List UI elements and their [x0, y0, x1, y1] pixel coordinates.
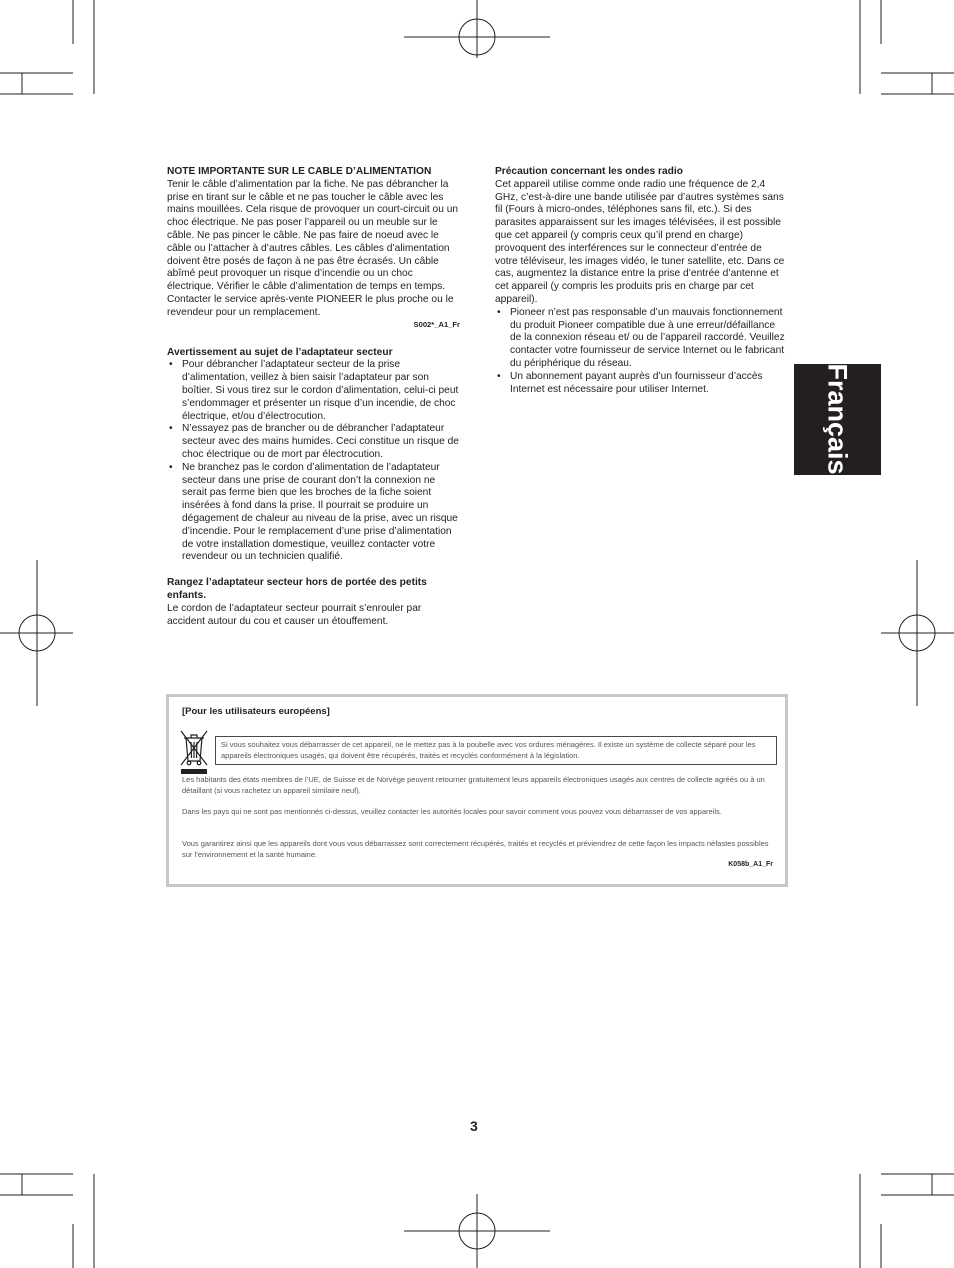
radio-heading: Précaution concernant les ondes radio: [495, 166, 683, 177]
language-tab-label: Français: [822, 363, 853, 475]
right-column: [495, 166, 787, 396]
children-body: Le cordon de l’adaptateur secteur pourrait s’enrouler par accident autour du cou et causer un étouffement.: [167, 602, 422, 627]
disposal-notice: Si vous souhaitez vous débarrasser de cet appareil, ne le mettez pas à la poubelle avec vos ordures ménagères. Il existe un système de collecte séparé pour les appareils électroniques usagés, qui doivent être récupérés, traités et recyclés conformément à la législation.: [215, 736, 777, 765]
radio-body: Cet appareil utilise comme onde radio une fréquence de 2,4 GHz, c’est-à-dire une bande utilisée par d’autres systèmes sans fil (Fours à micro-ondes, téléphones sans fil, etc.). Si des parasites apparaissent sur les images télévisées, il est possible que cet appareil (y compris ceux qu’il prend en charge) provoquent des interférences sur le connecteur d’entrée de votre téléviseur, les images vidéo, le tuner satellite, etc. Dans ce cas, augmentez la distance entre la prise d’entrée d’antenne et cet appareil (y compris les produits pris en charge par cet appareil).: [495, 178, 785, 305]
cable-body: Tenir le câble d’alimentation par la fiche. Ne pas débrancher la prise en tirant sur le câble et ne pas toucher le câble avec les mains mouillées. Cela risque de provoquer un court-circuit ou un choc électrique. Ne pas poser l’appareil ou un meuble sur le câble. Ne pas pincer le câble. Ne pas faire de noeud avec le câble ou l’attacher à d’autres câbles. Les câbles d’alimentation doivent être posés de façon à ne pas être écrasés. Un câble abîmé peut provoquer un risque d’incendie ou un choc électrique. Vérifier le câble d’alimentation de temps en temps. Contacter le service après-vente PIONEER le plus proche ou le revendeur pour un remplacement.: [167, 178, 459, 318]
list-item: • Un abonnement payant auprès d’un fournisseur d’accès Internet est nécessaire pour utiliser Internet.: [495, 371, 787, 397]
children-section: [167, 577, 460, 628]
list-item: • Pioneer n’est pas responsable d’un mauvais fonctionnement du produit Pioneer compatible due à une erreur/défaillance de la connexion réseau et/ ou de l’appareil raccordé. Veuillez contacter votre fournisseur de service Internet ou le fabricant du périphérique du réseau.: [495, 307, 787, 371]
european-users-box: [166, 694, 788, 887]
european-paragraph: Dans les pays qui ne sont pas mentionnés ci-dessus, veuillez contacter les autorités locales pour savoir comment vous pouvez vous débarrasser de vos appareils.: [182, 807, 722, 816]
cable-heading: NOTE IMPORTANTE SUR LE CABLE D’ALIMENTATION: [167, 166, 432, 177]
page-number: 3: [470, 1118, 478, 1134]
crossed-bin-icon: [180, 729, 210, 775]
adapter-section: [167, 347, 460, 565]
language-tab: [794, 364, 881, 475]
radio-section: [495, 166, 787, 396]
european-box-title: [Pour les utilisateurs européens]: [182, 706, 330, 717]
cable-code: S002*_A1_Fr: [413, 319, 460, 329]
european-code: K058b_A1_Fr: [728, 861, 773, 868]
list-item: • N’essayez pas de brancher ou de débrancher l’adaptateur secteur avec des mains humides. Ceci constitue un risque de choc électrique ou de mort par électrocution.: [167, 423, 460, 461]
children-heading: Rangez l’adaptateur secteur hors de portée des petits enfants.: [167, 577, 427, 601]
adapter-heading: Avertissement au sujet de l’adaptateur secteur: [167, 346, 393, 358]
european-paragraph: Vous garantirez ainsi que les appareils dont vous vous débarrassez sont correctement récupérés, traités et recyclés et préviendrez de cette façon les impacts néfastes possibles sur l’environnement et la santé humaine.: [182, 839, 769, 859]
left-column: [167, 166, 460, 628]
european-paragraph: Les habitants des états membres de l’UE, de Suisse et de Norvège peuvent retourner gratuitement leurs appareils électroniques usagés aux centres de collecte agréés ou à un détaillant (si vous rachetez un appareil similaire neuf).: [182, 775, 765, 795]
adapter-list: [167, 359, 460, 564]
list-item: • Pour débrancher l’adaptateur secteur de la prise d’alimentation, veillez à bien saisir l’adaptateur par son boîtier. Si vous tirez sur le cordon d’alimentation, celui-ci peut s’endommager et présenter un risque d’un incendie, de choc électrique, et/ou d’électrocution.: [167, 359, 460, 423]
radio-list: [495, 307, 787, 397]
cable-section: [167, 166, 460, 330]
list-item: • Ne branchez pas le cordon d’alimentation de l’adaptateur secteur dans une prise de courant don’t la connexion ne serait pas ferme bien que les broches de la fiche soient insérées à fond dans la prise. Il pourrait se produire un dégagement de chaleur au niveau de la prise, avec un risque d’incendie. Pour le remplacement d’une prise d’alimentation de votre installation domestique, veuillez contacter votre revendeur ou un technicien qualifié.: [167, 462, 460, 564]
